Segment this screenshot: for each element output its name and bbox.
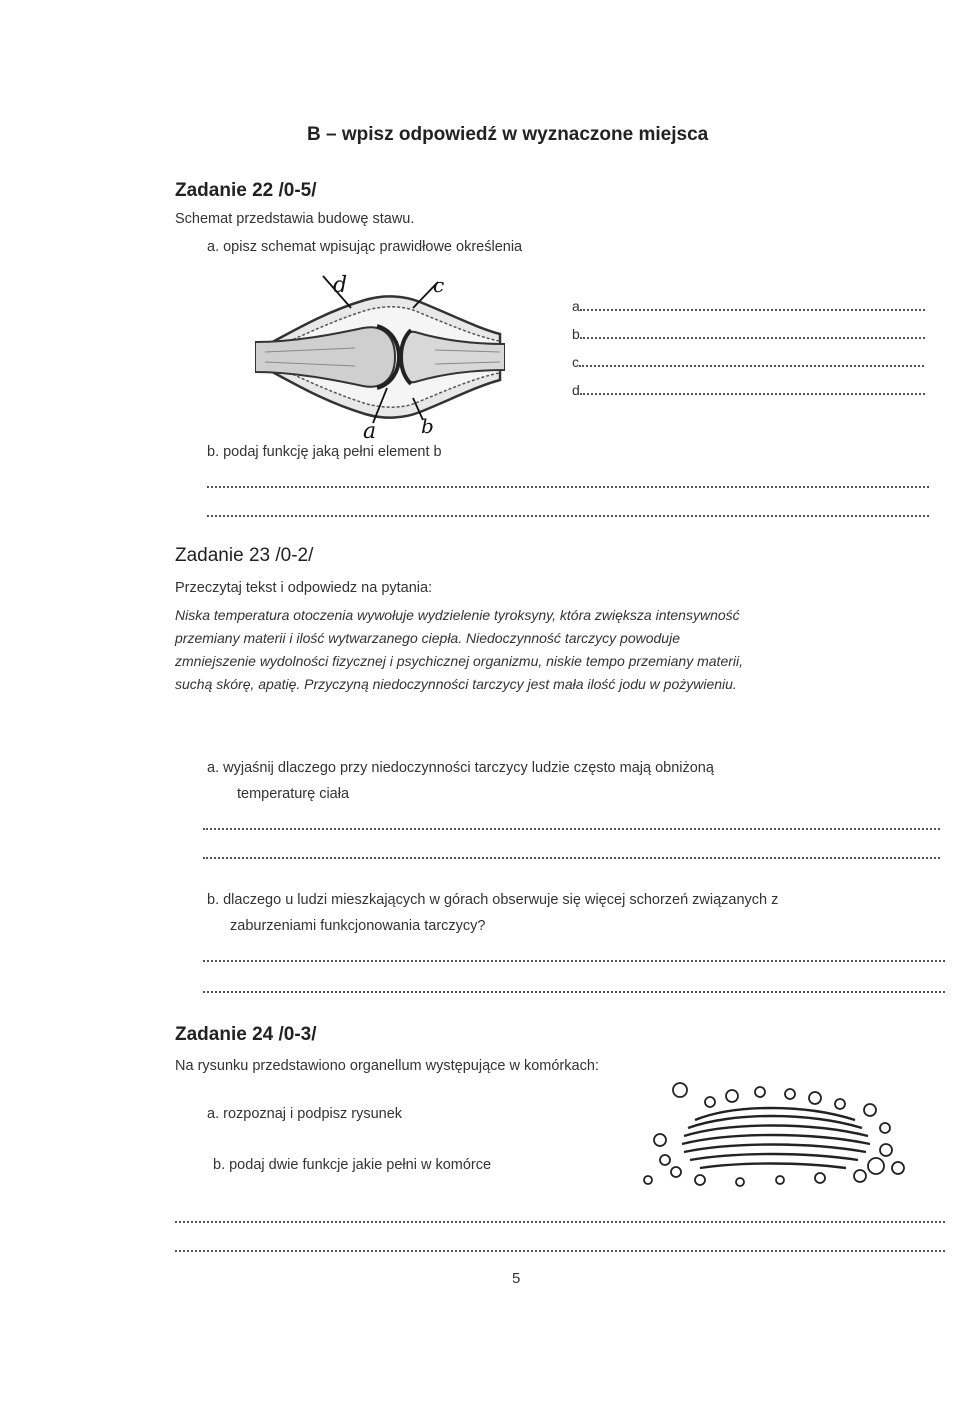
task-23-text-line: zmniejszenie wydolności fizycznej i psychicznej organizmu, niskie tempo przemiany materii, xyxy=(175,653,743,669)
task-24-title: Zadanie 24 /0-3/ xyxy=(175,1024,317,1045)
task-23-text xyxy=(175,604,945,696)
task-23-question-b: b. dlaczego u ludzi mieszkających w górach obserwuje się więcej schorzeń związanych z xyxy=(207,892,779,908)
task-23-text-line: Niska temperatura otoczenia wywołuje wydzielenie tyroksyny, która zwiększa intensywność xyxy=(175,607,740,623)
task-24-intro: Na rysunku przedstawiono organellum występujące w komórkach: xyxy=(175,1058,599,1074)
task-24-part-b: b. podaj dwie funkcje jakie pełni w komórce xyxy=(213,1157,492,1173)
answer-letter-c: c xyxy=(572,354,579,370)
answer-letter-b: b xyxy=(572,326,580,342)
diagram-label-c: c xyxy=(433,273,445,297)
answer-line-c[interactable] xyxy=(572,354,924,370)
golgi-apparatus-drawing xyxy=(640,1080,905,1190)
task-23-a-answer-line-1[interactable] xyxy=(203,828,940,830)
task-23-question-a: a. wyjaśnij dlaczego przy niedoczynności tarczycy ludzie często mają obniżoną xyxy=(207,760,714,776)
task-23-b-answer-line-1[interactable] xyxy=(203,960,945,962)
page-number: 5 xyxy=(512,1270,521,1287)
joint-diagram xyxy=(255,268,505,443)
diagram-label-d: d xyxy=(333,273,348,298)
answer-line-a[interactable] xyxy=(572,298,925,314)
task-24-answer-line-2[interactable] xyxy=(175,1250,945,1252)
task-22-answer-line-1[interactable] xyxy=(207,486,929,488)
diagram-label-b: b xyxy=(421,414,434,438)
task-23-text-line: przemiany materii i ilość wytwarzanego ciepła. Niedoczynność tarczycy powoduje xyxy=(175,630,680,646)
task-22-title: Zadanie 22 /0-5/ xyxy=(175,180,317,201)
task-23-b-answer-line-2[interactable] xyxy=(203,991,945,993)
task-23-question-a-cont: temperaturę ciała xyxy=(237,786,350,802)
task-23-instruction: Przeczytaj tekst i odpowiedz na pytania: xyxy=(175,580,433,596)
task-22-part-b: b. podaj funkcję jaką pełni element b xyxy=(207,444,442,460)
task-22-intro: Schemat przedstawia budowę stawu. xyxy=(175,211,415,227)
task-23-question-b-cont: zaburzeniami funkcjonowania tarczycy? xyxy=(230,918,486,934)
answer-line-b[interactable] xyxy=(572,326,925,342)
section-header: B – wpisz odpowiedź w wyznaczone miejsca xyxy=(307,124,709,145)
diagram-label-a: a xyxy=(363,419,377,443)
answer-line-d[interactable] xyxy=(572,382,925,398)
task-23-title: Zadanie 23 /0-2/ xyxy=(175,545,314,566)
task-23-text-line: suchą skórę, apatię. Przyczyną niedoczynności tarczycy jest mała ilość jodu w pożywieniu. xyxy=(175,676,737,692)
answer-letter-a: a xyxy=(572,298,580,314)
task-24-answer-line-1[interactable] xyxy=(175,1221,945,1223)
answer-letter-d: d xyxy=(572,382,580,398)
task-23-a-answer-line-2[interactable] xyxy=(203,857,940,859)
task-22-answer-line-2[interactable] xyxy=(207,515,929,517)
task-22-part-a: a. opisz schemat wpisując prawidłowe określenia xyxy=(207,239,523,255)
task-24-part-a: a. rozpoznaj i podpisz rysunek xyxy=(207,1106,403,1122)
